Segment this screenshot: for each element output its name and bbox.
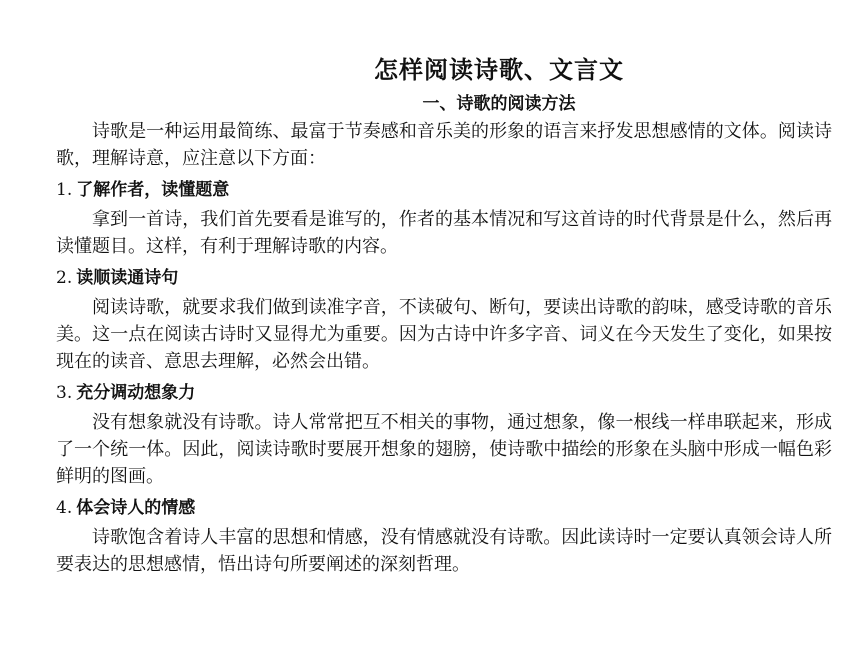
section-title: 一、诗歌的阅读方法 bbox=[422, 94, 576, 114]
section-heading-text: 读顺读通诗句 bbox=[76, 268, 179, 288]
section-body: 诗歌饱含着诗人丰富的思想和情感，没有情感就没有诗歌。因此读诗时一定要认真领会诗人所要表达的思想感情，悟出诗句所要阐述的深刻哲理。 bbox=[56, 527, 832, 575]
section-number: 2. bbox=[56, 268, 73, 288]
document-page bbox=[56, 52, 832, 578]
section-number: 4. bbox=[56, 498, 73, 518]
document-title: 怎样阅读诗歌、文言文 bbox=[374, 55, 624, 84]
section-heading bbox=[56, 381, 832, 405]
section-body: 没有想象就没有诗歌。诗人常常把互不相关的事物，通过想象，像一根线一样串联起来，形成了一个统一体。因此，阅读诗歌时要展开想象的翅膀，使诗歌中描绘的形象在头脑中形成一幅色彩鲜明的图画。 bbox=[56, 412, 832, 487]
section-heading-text: 了解作者，读懂题意 bbox=[76, 180, 230, 200]
section-2 bbox=[56, 266, 832, 375]
section-3 bbox=[56, 381, 832, 490]
section-1 bbox=[56, 178, 832, 260]
section-heading-text: 体会诗人的情感 bbox=[76, 498, 196, 518]
section-number: 1. bbox=[56, 180, 73, 200]
section-heading bbox=[56, 178, 832, 202]
section-heading bbox=[56, 266, 832, 290]
section-body: 阅读诗歌，就要求我们做到读准字音，不读破句、断句，要读出诗歌的韵味，感受诗歌的音乐美。这一点在阅读古诗时又显得尤为重要。因为古诗中许多字音、词义在今天发生了变化，如果按现在的读音、意思去理解，必然会出错。 bbox=[56, 297, 832, 372]
section-body: 拿到一首诗，我们首先要看是谁写的，作者的基本情况和写这首诗的时代背景是什么，然后再读懂题目。这样，有利于理解诗歌的内容。 bbox=[56, 209, 832, 257]
section-heading bbox=[56, 496, 832, 520]
section-number: 3. bbox=[56, 383, 73, 403]
section-4 bbox=[56, 496, 832, 578]
section-heading-text: 充分调动想象力 bbox=[76, 383, 196, 403]
intro-paragraph: 诗歌是一种运用最简练、最富于节奏感和音乐美的形象的语言来抒发思想感情的文体。阅读诗歌，理解诗意，应注意以下方面： bbox=[56, 121, 832, 169]
